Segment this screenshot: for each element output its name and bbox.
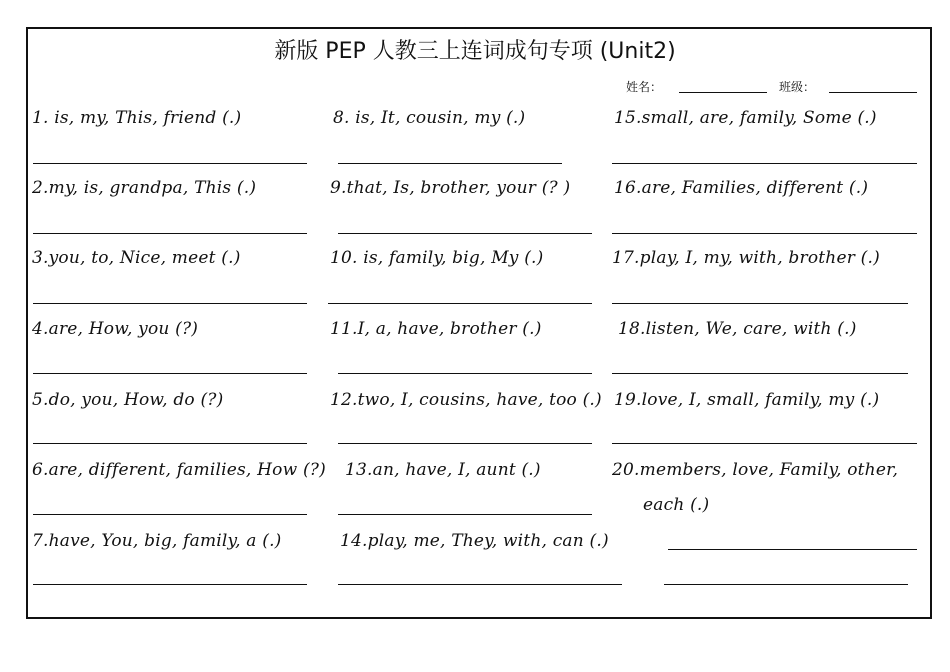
question-12: 12.two, I, cousins, have, too (.)	[330, 390, 602, 410]
question-3: 3.you, to, Nice, meet (.)	[32, 248, 241, 268]
answer-line-19[interactable]	[612, 443, 917, 444]
answer-line-7[interactable]	[33, 584, 307, 585]
question-1: 1. is, my, This, friend (.)	[32, 108, 242, 128]
answer-line-12[interactable]	[338, 443, 592, 444]
question-18: 18.listen, We, care, with (.)	[618, 319, 857, 339]
question-10: 10. is, family, big, My (.)	[330, 248, 544, 268]
question-8: 8. is, It, cousin, my (.)	[333, 108, 526, 128]
question-6: 6.are, different, families, How (?)	[32, 460, 326, 480]
answer-line-5[interactable]	[33, 443, 307, 444]
answer-line-10[interactable]	[328, 303, 592, 304]
worksheet-title: 新版 PEP 人教三上连词成句专项 (Unit2)	[274, 39, 676, 64]
question-16: 16.are, Families, different (.)	[614, 178, 869, 198]
class-blank[interactable]	[829, 92, 917, 93]
question-17: 17.play, I, my, with, brother (.)	[612, 248, 880, 268]
answer-line-11[interactable]	[338, 373, 592, 374]
answer-line-16[interactable]	[612, 233, 917, 234]
question-20-continued: each (.)	[643, 495, 710, 515]
answer-line-17[interactable]	[612, 303, 908, 304]
answer-line-20a[interactable]	[668, 549, 917, 550]
answer-line-20b[interactable]	[664, 584, 908, 585]
answer-line-14[interactable]	[338, 584, 622, 585]
answer-line-2[interactable]	[33, 233, 307, 234]
question-20: 20.members, love, Family, other,	[612, 460, 899, 480]
class-label: 班级：	[779, 80, 816, 94]
answer-line-6[interactable]	[33, 514, 307, 515]
question-2: 2.my, is, grandpa, This (.)	[32, 178, 257, 198]
question-11: 11.I, a, have, brother (.)	[330, 319, 542, 339]
name-label: 姓名：	[626, 80, 663, 94]
answer-line-1[interactable]	[33, 163, 307, 164]
answer-line-13[interactable]	[338, 514, 592, 515]
answer-line-9[interactable]	[338, 233, 592, 234]
question-13: 13.an, have, I, aunt (.)	[345, 460, 541, 480]
answer-line-18[interactable]	[612, 373, 908, 374]
question-14: 14.play, me, They, with, can (.)	[340, 531, 609, 551]
answer-line-3[interactable]	[33, 303, 307, 304]
question-15: 15.small, are, family, Some (.)	[614, 108, 877, 128]
question-19: 19.love, I, small, family, my (.)	[614, 390, 880, 410]
answer-line-8[interactable]	[338, 163, 562, 164]
question-5: 5.do, you, How, do (?)	[32, 390, 224, 410]
question-7: 7.have, You, big, family, a (.)	[32, 531, 282, 551]
question-9: 9.that, Is, brother, your (? )	[330, 178, 571, 198]
answer-line-4[interactable]	[33, 373, 307, 374]
answer-line-15[interactable]	[612, 163, 917, 164]
question-4: 4.are, How, you (?)	[32, 319, 199, 339]
name-blank[interactable]	[679, 92, 767, 93]
